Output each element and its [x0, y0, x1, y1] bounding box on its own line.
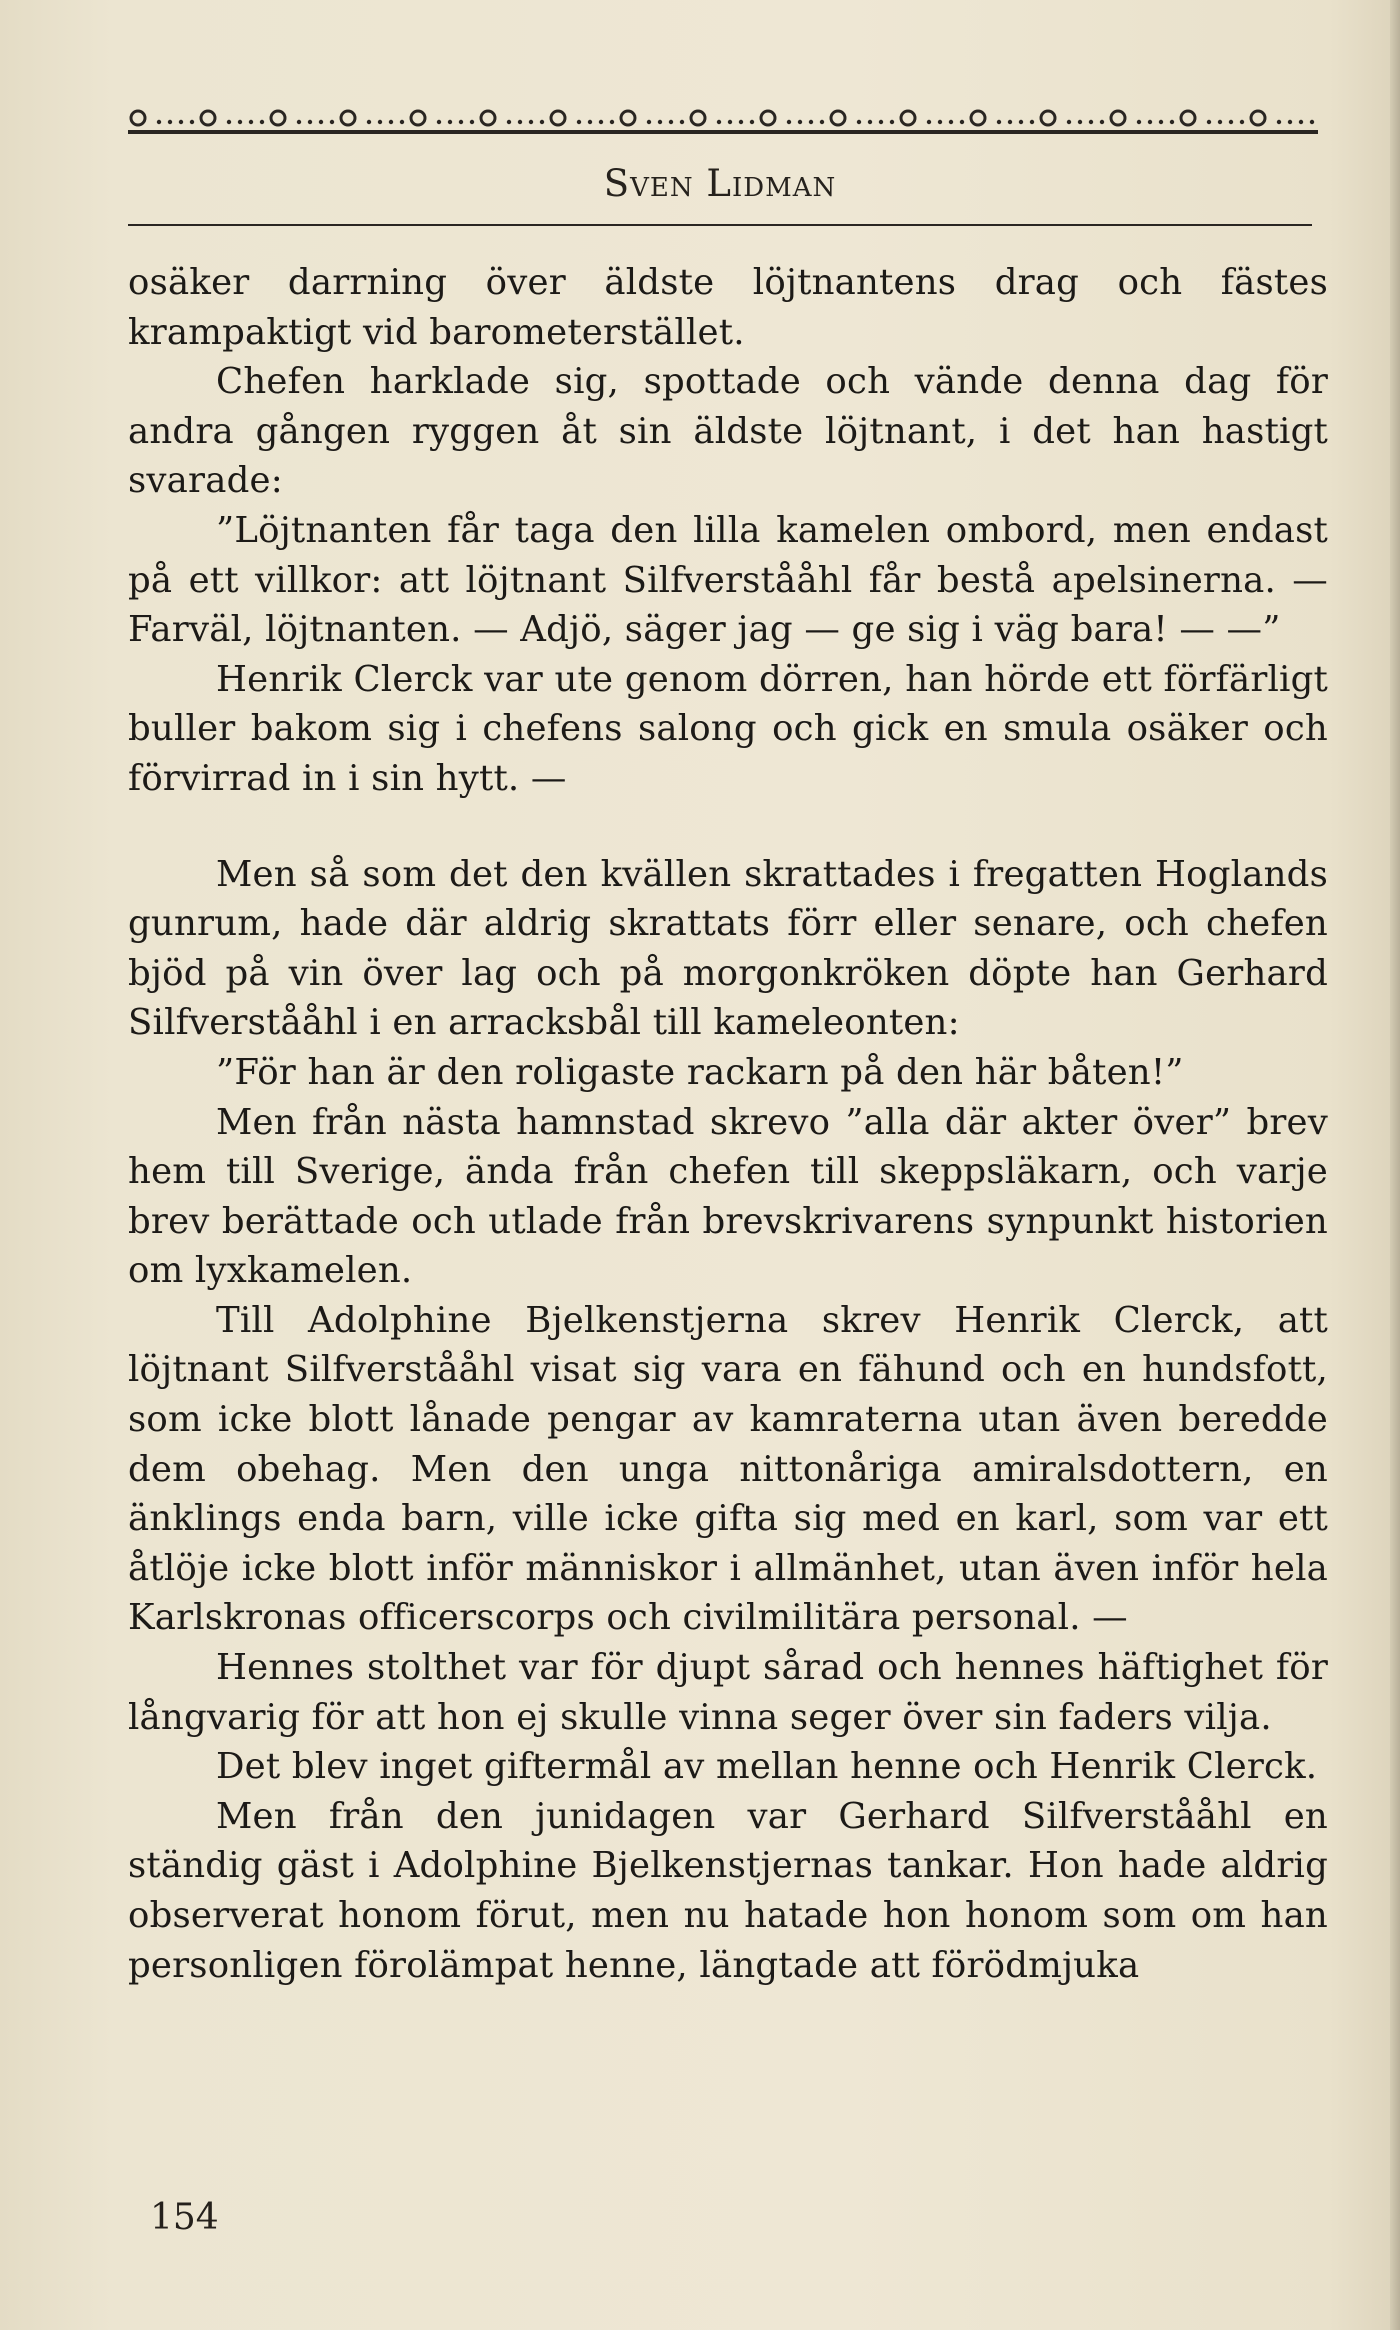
ornament-dot — [308, 120, 312, 124]
ornament-dot — [927, 120, 931, 124]
running-header-author: Sven Lidman — [603, 162, 837, 205]
ornament-ring — [1041, 111, 1055, 125]
ornament-dot — [1089, 120, 1093, 124]
ornament-dot — [1019, 120, 1023, 124]
ornament-dot — [518, 120, 522, 124]
ornament-dot — [437, 120, 441, 124]
ornament-dot — [728, 120, 732, 124]
ornament-dot — [647, 120, 651, 124]
ornament-dot — [820, 120, 824, 124]
ornament-dot — [669, 120, 673, 124]
ornament-dot — [960, 120, 964, 124]
ornament-dot — [857, 120, 861, 124]
ornament-dot — [470, 120, 474, 124]
ornament-dot — [680, 120, 684, 124]
body-text — [128, 258, 1328, 1990]
ornament-dot — [459, 120, 463, 124]
ornament-ring — [481, 111, 495, 125]
ornament-ring — [411, 111, 425, 125]
ornament-ring — [691, 111, 705, 125]
ornament-dot — [448, 120, 452, 124]
ornament-dot — [658, 120, 662, 124]
ornament-dot — [997, 120, 1001, 124]
ornament-dot — [1310, 120, 1314, 124]
ornament-dot — [1229, 120, 1233, 124]
ornament-ring — [761, 111, 775, 125]
ornament-ring — [1181, 111, 1195, 125]
ornament-dot — [1240, 120, 1244, 124]
ornament-dot — [179, 120, 183, 124]
ornament-dot — [809, 120, 813, 124]
decorative-header-ornament — [128, 100, 1318, 146]
ornament-dot — [717, 120, 721, 124]
ornament-dot — [238, 120, 242, 124]
ornament-dot — [157, 120, 161, 124]
ornament-ring — [621, 111, 635, 125]
ornament-ring — [551, 111, 565, 125]
ornament-dot — [1299, 120, 1303, 124]
ornament-dot — [297, 120, 301, 124]
paragraph: Men från nästa hamnstad skrevo ”alla där akter över” brev hem till Sverige, ända från chefen till skeppsläkarn, och varje brev berättade och utlade från brevskrivarens synpunkt historien om lyxkamelen. — [128, 1101, 1328, 1292]
ornament-ring — [901, 111, 915, 125]
ornament-dot — [1030, 120, 1034, 124]
ornament-dot — [798, 120, 802, 124]
ornament-dot — [227, 120, 231, 124]
ornament-dot — [190, 120, 194, 124]
ornament-dot — [739, 120, 743, 124]
ornament-ring — [971, 111, 985, 125]
paragraph: ”Löjtnanten får taga den lilla kamelen ombord, men endast på ett villkor: att löjtnant Silfverstååhl får bestå apelsinerna. — Farväl, löjtnanten. — Adjö, säger jag — ge sig i väg bara! — —” — [128, 509, 1328, 651]
ornament-ring — [341, 111, 355, 125]
ornament-dot — [879, 120, 883, 124]
paragraph: Det blev inget giftermål av mellan henne och Henrik Clerck. — [216, 1746, 1318, 1788]
ornament-ring — [1111, 111, 1125, 125]
ornament-ring — [831, 111, 845, 125]
paragraph: Henrik Clerck var ute genom dörren, han hörde ett förfärligt buller bakom sig i chefens salong och gick en smula osäker och förvirrad in i sin hytt. — — [128, 658, 1328, 799]
ornament-dot — [260, 120, 264, 124]
ornament-dot — [610, 120, 614, 124]
ornament-ring — [131, 111, 145, 125]
ornament-dot — [529, 120, 533, 124]
ornament-dot — [367, 120, 371, 124]
ornament-dot — [389, 120, 393, 124]
page-edge-shadow — [1390, 0, 1400, 2330]
paragraph: Men så som det den kvällen skrattades i fregatten Hoglands gunrum, hade där aldrig skrattats förr eller senare, och chefen bjöd på vin över lag och på morgonkröken döpte han Gerhard Silfverstååhl i en arracksbål till kameleonten: — [128, 853, 1328, 1044]
ornament-dot — [378, 120, 382, 124]
ornament-dot — [588, 120, 592, 124]
ornament-dot — [1288, 120, 1292, 124]
ornament-dot — [1137, 120, 1141, 124]
ornament-ring — [201, 111, 215, 125]
paragraph: osäker darrning över äldste löjtnantens drag och fästes krampaktigt vid barometerstället. — [128, 262, 1328, 353]
paragraph: Till Adolphine Bjelkenstjerna skrev Henrik Clerck, att löjtnant Silfverstååhl visat sig vara en fähund och en hundsfott, som icke blott lånade pengar av kamraterna utan även beredde dem obehag. Men den unga nittonåriga amiralsdottern, en änklings enda barn, ville icke gifta sig med en karl, som var ett åtlöje icke blott inför människor i allmänhet, utan även inför hela Karlskronas officerscorps och civilmilitära personal. — — [128, 1299, 1328, 1639]
ornament-dot — [577, 120, 581, 124]
ornament-dot — [249, 120, 253, 124]
ornament-dot — [949, 120, 953, 124]
ornament-dot — [319, 120, 323, 124]
ornament-dot — [1100, 120, 1104, 124]
ornament-dot — [1159, 120, 1163, 124]
ornament-dot — [507, 120, 511, 124]
ornament-dot — [1277, 120, 1281, 124]
paragraph: Hennes stolthet var för djupt sårad och hennes häftighet för långvarig för att hon ej skulle vinna seger över sin faders vilja. — [128, 1647, 1328, 1738]
ornament-dot — [599, 120, 603, 124]
header-rule — [128, 224, 1312, 226]
page-number: 154 — [150, 2197, 219, 2238]
paragraph: ”För han är den roligaste rackarn på den här båten!” — [216, 1051, 1184, 1093]
ornament-dot — [168, 120, 172, 124]
ornament-ring — [271, 111, 285, 125]
ornament-dot — [938, 120, 942, 124]
ornament-dot — [330, 120, 334, 124]
ornament-dot — [787, 120, 791, 124]
ornament-dot — [1218, 120, 1222, 124]
ornament-dot — [400, 120, 404, 124]
paragraph: Men från den junidagen var Gerhard Silfverstååhl en ständig gäst i Adolphine Bjelkenstjernas tankar. Hon hade aldrig observerat honom förut, men nu hatade hon honom som om han personligen förolämpat henne, längtade att förödmjuka — [128, 1795, 1328, 1986]
ornament-dot — [868, 120, 872, 124]
ornament-dot — [1170, 120, 1174, 124]
ornament-dot — [1078, 120, 1082, 124]
paragraph: Chefen harklade sig, spottade och vände denna dag för andra gången ryggen åt sin äldste löjtnant, i det han hastigt svarade: — [128, 361, 1328, 502]
ornament-dot — [750, 120, 754, 124]
ornament-dot — [1207, 120, 1211, 124]
ornament-ring — [1251, 111, 1265, 125]
ornament-dot — [540, 120, 544, 124]
ornament-dot — [1148, 120, 1152, 124]
ornament-dot — [1067, 120, 1071, 124]
ornament-dot — [1008, 120, 1012, 124]
ornament-dot — [890, 120, 894, 124]
